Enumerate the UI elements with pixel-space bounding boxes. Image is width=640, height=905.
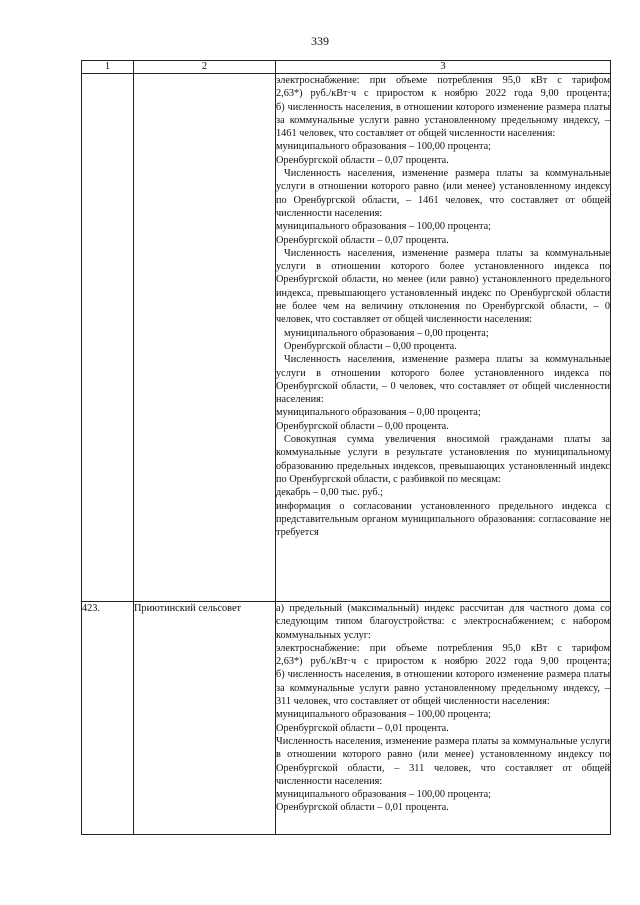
description-paragraph: б) численность населения, в отношении которого изменение размера платы за коммунальные услуги равно установленному предельному индексу, – 1461 человек, что составляет от общей численности населения:: [276, 101, 610, 140]
description-paragraph: Оренбургской области – 0,00 процента.: [276, 420, 449, 432]
description-paragraph: Оренбургской области – 0,07 процента.: [276, 234, 449, 246]
description-paragraph: электроснабжение: при объеме потребления 95,0 кВт с тарифом: [276, 642, 610, 654]
page-number: 339: [311, 34, 329, 48]
description-paragraph: муниципального образования – 100,00 процента;: [276, 709, 492, 721]
row-number: [82, 74, 134, 602]
row-number: 423.: [82, 602, 134, 835]
municipality-name: Приютинский сельсовет: [134, 602, 276, 835]
description-paragraph: Оренбургской области – 0,07 процента.: [276, 154, 449, 166]
description-paragraph: муниципального образования – 100,00 процента;: [276, 221, 492, 233]
municipality-name: [134, 74, 276, 602]
description-paragraph: Оренбургской области – 0,01 процента.: [276, 802, 449, 814]
description-paragraph: Оренбургской области – 0,00 процента.: [284, 340, 457, 352]
description-paragraph: муниципального образования – 0,00 процента;: [284, 327, 489, 339]
description-paragraph: Численность населения, изменение размера платы за коммунальные услуги в отношении которого более установленного индекса по Оренбургской области, но менее (или равно) установленного предельного индекса, превышающего установленный индекс по Оренбургской области не более чем на величину отклонения по Оренбургской области, – 0 человек, что составляет от общей численности населения:: [276, 247, 610, 326]
description-paragraph: 2,63*) руб./кВт·ч с приростом к ноябрю 2022 года 9,00 процента;: [276, 88, 610, 100]
table-row: [82, 74, 611, 602]
indices-table: [81, 60, 611, 835]
column-header-number: 1: [82, 61, 134, 74]
description-paragraph: муниципального образования – 100,00 процента;: [276, 789, 492, 801]
description-paragraph: 2,63*) руб./кВт·ч с приростом к ноябрю 2022 года 9,00 процента;: [276, 656, 610, 668]
description-paragraph: муниципального образования – 100,00 процента;: [276, 141, 492, 153]
description-paragraph: Численность населения, изменение размера платы за коммунальные услуги в отношении которого равно (или менее) установленному индексу по Оренбургской области, – 311 человек, что составляет от общей численности населения:: [276, 735, 610, 787]
row-description: [276, 602, 611, 835]
row-description: [276, 74, 611, 602]
table-row: [82, 602, 611, 835]
table-header-row: [82, 61, 611, 74]
description-paragraph: декабрь – 0,00 тыс. руб.;: [276, 487, 384, 499]
description-paragraph: муниципального образования – 0,00 процента;: [276, 407, 481, 419]
description-paragraph: Численность населения, изменение размера платы за коммунальные услуги в отношении которого более установленного индекса по Оренбургской области, – 0 человек, что составляет от общей численности населения:: [276, 354, 610, 406]
description-paragraph: а) предельный (максимальный) индекс рассчитан для частного дома со следующим типом благоустройства: с электроснабжением; с набором коммунальных услуг:: [276, 603, 610, 641]
column-header-description: 3: [276, 61, 611, 74]
description-paragraph: Численность населения, изменение размера платы за коммунальные услуги в отношении которого равно (или менее) установленному индексу по Оренбургской области, – 1461 человек, что составляет от общей численности населения:: [276, 168, 610, 219]
column-header-municipality: 2: [134, 61, 276, 74]
description-paragraph: информация о согласовании установленного предельного индекса с представительным органом муниципального образования: согласование не требуется: [276, 500, 610, 539]
description-paragraph: б) численность населения, в отношении которого изменение размера платы за коммунальные услуги равно установленному предельному индексу, – 311 человек, что составляет от общей численности населения:: [276, 669, 610, 708]
description-paragraph: Совокупная сумма увеличения вносимой гражданами платы за коммунальные услуги в результате установления по муниципальному образованию предельных индексов, превышающих установленный индекс по Оренбургской области, с разбивкой по месяцам:: [276, 434, 610, 485]
description-paragraph: электроснабжение: при объеме потребления 95,0 кВт с тарифом: [276, 75, 610, 86]
description-paragraph: Оренбургской области – 0,01 процента.: [276, 722, 449, 734]
